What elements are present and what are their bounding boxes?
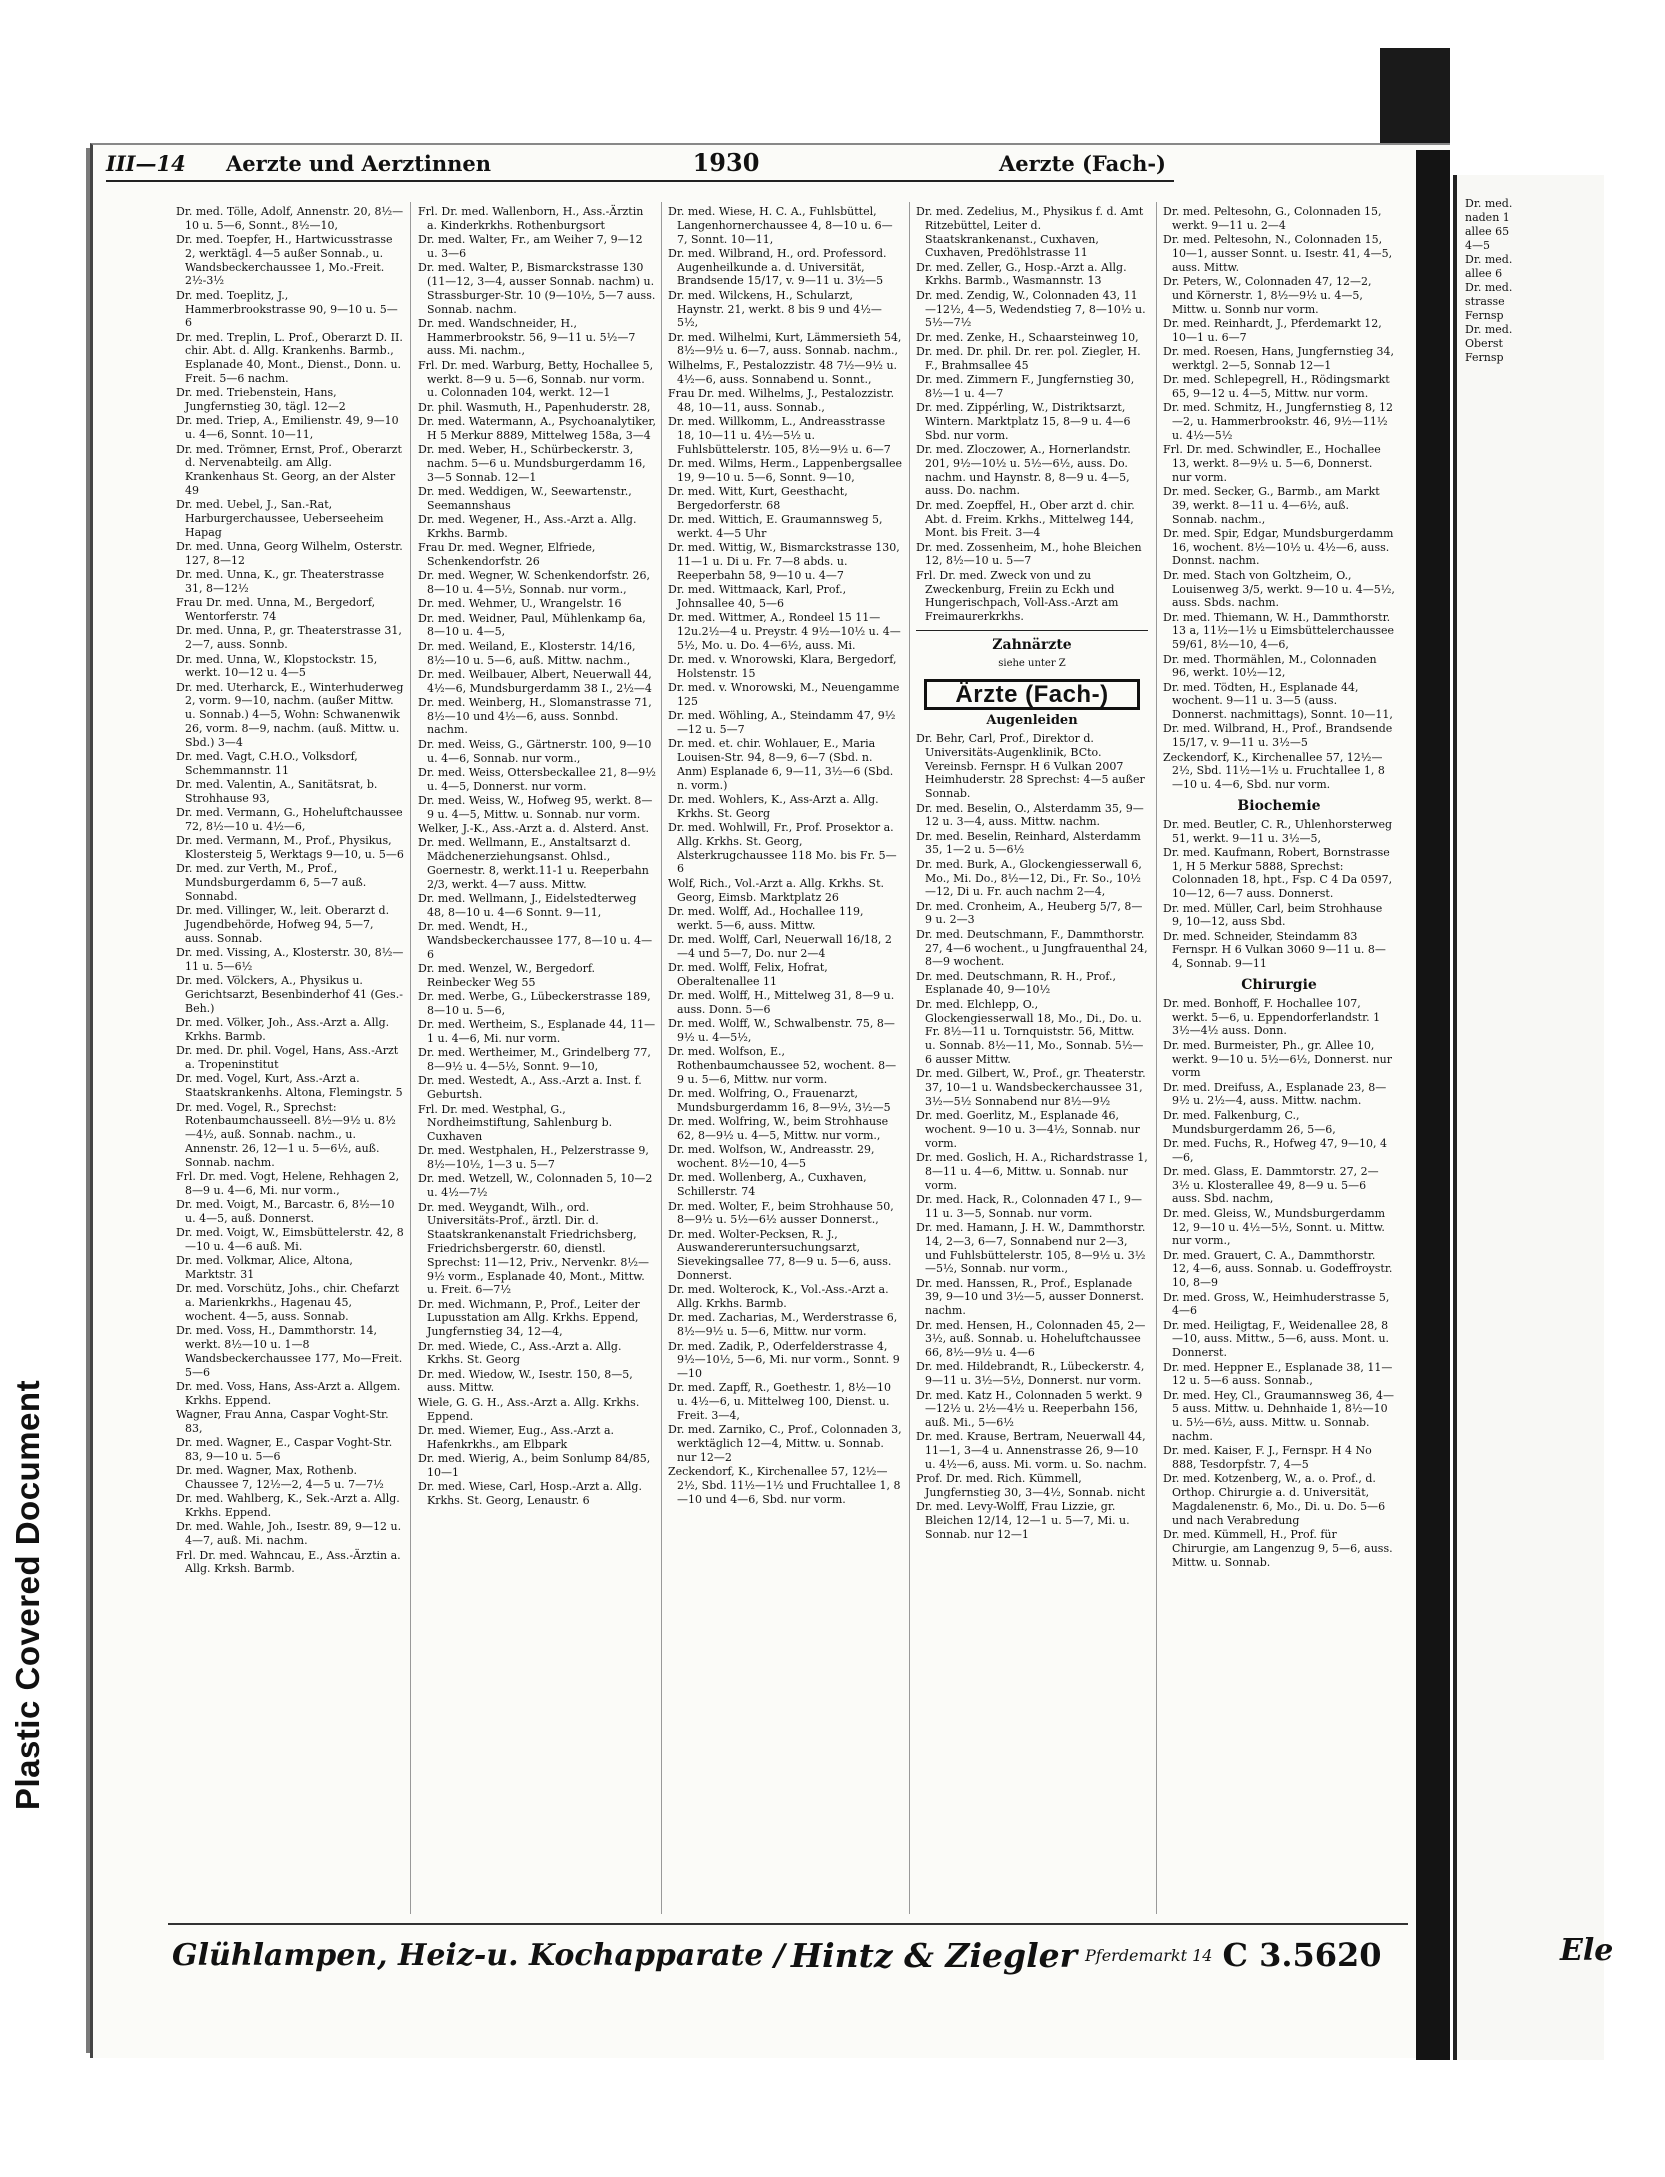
- directory-entry: Dr. med. Wöhling, A., Steindamm 47, 9½—12 u. 5—7: [668, 709, 896, 736]
- directory-entry: Dr. Peters, W., Colonnaden 47, 12—2, und Körnerstr. 1, 8½—9½ u. 4—5, Mittw. u. Sonnb nur vorm.: [1163, 274, 1372, 316]
- directory-entry: Dr. med. Zenke, H., Schaarsteinweg 10,: [916, 330, 1139, 344]
- directory-entry: Dr. med. Weddigen, W., Seewartenstr., Seemannshaus: [418, 484, 632, 512]
- directory-entry: Dr. med. Wetzell, W., Colonnaden 5, 10—2 u. 4½—7½: [418, 1172, 653, 1200]
- augenleiden-heading: Augenleiden: [986, 713, 1078, 729]
- plastic-covered-label: [8, 1335, 48, 1855]
- directory-entry: Dr. med. Wolfson, W., Andreasstr. 29, wochent. 8½—10, 4—5: [668, 1143, 875, 1171]
- directory-entry: Dr. med. Tölle, Adolf, Annenstr. 20, 8½—10 u. 5—6, Sonnt., 8½—10,: [176, 205, 404, 232]
- zahnaerzte-heading: Zahnärzte: [992, 636, 1072, 653]
- directory-entry: Dr. med. Triebenstein, Hans, Jungfernstieg 30, tägl. 12—2: [176, 386, 346, 414]
- directory-entry: Dr. med. Wehmer, U., Wrangelstr. 16: [418, 597, 622, 611]
- directory-entry: Dr. med. Weiss, Ottersbeckallee 21, 8—9½ u. 4—5, Donnerst. nur vorm.: [418, 765, 656, 793]
- directory-entry: Dr. med. Deutschmann, F., Dammthorstr. 27, 4—6 wochent., u Jungfrauenthal 24, 8—9 wochent.: [916, 927, 1148, 969]
- directory-entry: Dr. med. Goerlitz, M., Esplanade 46, wochent. 9—10 u. 3—4½, Sonnab. nur vorm.: [916, 1109, 1140, 1150]
- directory-entry: Dr. med. Wolff, H., Mittelweg 31, 8—9 u. auss. Donn. 5—6: [668, 989, 895, 1016]
- directory-entry: Dr. med. Hack, R., Colonnaden 47 I., 9—11 u. 3—5, Sonnab. nur vorm.: [916, 1192, 1142, 1220]
- directory-entry: Dr. med. Hanssen, R., Prof., Esplanade 39, 9—10 und 3½—5, ausser Donnerst. nachm.: [916, 1276, 1144, 1318]
- directory-entry: Wilhelms, F., Pestalozzistr. 48 7½—9½ u. 4½—6, auss. Sonnabend u. Sonnt.,: [668, 358, 898, 386]
- directory-entry: Dr. med. Zossenheim, M., hohe Bleichen 12, 8½—10 u. 5—7: [916, 540, 1142, 568]
- directory-entry: Dr. med. Werbe, G., Lübeckerstrasse 189, 8—10 u. 5—6,: [418, 990, 651, 1017]
- directory-entry: Dr. med. Wagner, E., Caspar Voght-Str. 83, 9—10 u. 5—6: [176, 1436, 393, 1463]
- directory-entry: Dr. med. Wittmer, A., Rondeel 15 11—12u.2½—4 u. Preystr. 4 9½—10½ u. 4—5½, Mo. u. Do. 4—6½, auss. Mi.: [668, 611, 901, 652]
- next-page-ad-fragment: Ele: [1560, 1933, 1614, 1968]
- next-page-line: allee 6: [1465, 267, 1503, 280]
- directory-entry: Dr. med. Voss, H., Dammthorstr. 14, werkt. 8½—10 u. 1—8 Wandsbeckerchaussee 177, Mo—Freit. 5—6: [176, 1324, 403, 1379]
- directory-entry: Dr. med. Voigt, M., Barcastr. 6, 8½—10 u. 4—5, auß. Donnerst.: [176, 1198, 395, 1225]
- ad-phone: C 3.5620: [1222, 1936, 1382, 1974]
- directory-entry: Dr. med. Willkomm, L., Andreasstrasse 18, 10—11 u. 4½—5½ u. Fuhlsbüttelerstr. 105, 8½—9½ u. 6—7: [668, 414, 891, 456]
- directory-entry: Dr. med. Peltesohn, N., Colonnaden 15, 10—1, ausser Sonnt. u. Isestr. 41, 4—5, auss. Mittw.: [1163, 233, 1393, 274]
- directory-entry: Dr. med. Wilhelmi, Kurt, Lämmersieth 54, 8½—9½ u. 6—7, auss. Sonnab. nachm.,: [668, 330, 902, 358]
- directory-entry: Dr. med. Westphalen, H., Pelzerstrasse 9, 8½—10½, 1—3 u. 5—7: [418, 1144, 649, 1172]
- directory-entry: Dr. med. Gilbert, W., Prof., gr. Theaterstr. 37, 10—1 u. Wandsbeckerchaussee 31, 3½—5½ Sonnabend nur 8½—9½: [916, 1067, 1146, 1108]
- zahnaerzte-note: siehe unter Z: [998, 657, 1066, 669]
- directory-entry: Dr. med. Wolfson, E., Rothenbaumchaussee 52, wochent. 8—9 u. 5—6, Mittw. nur vorm.: [668, 1045, 897, 1086]
- directory-entry: Dr. med. Wegner, W. Schenkendorfstr. 26, 8—10 u. 4—5½, Sonnab. nur vorm.,: [418, 569, 651, 597]
- directory-entry: Dr. med. Roesen, Hans, Jungfernstieg 34, werktgl. 2—5, Sonnab 12—1: [1163, 344, 1395, 372]
- directory-entry: Dr. med. Wendt, H., Wandsbeckerchaussee 177, 8—10 u. 4—6: [418, 920, 653, 961]
- directory-entry: Dr. med. Weiss, W., Hofweg 95, werkt. 8—9 u. 4—5, Mittw. u. Sonnab. nur vorm.: [418, 793, 653, 821]
- directory-entry: Dr. med. v. Wnorowski, M., Neuengamme 125: [668, 681, 900, 708]
- directory-entry: Dr. med. Wittmaack, Karl, Prof., Johnsallee 40, 5—6: [668, 583, 847, 610]
- directory-entry: Dr. med. Weber, H., Schürbeckerstr. 3, nachm. 5—6 u. Mundsburgerdamm 16, 3—5 Sonnab. 12—1: [418, 443, 646, 484]
- directory-entry: Dr. med. Zeller, G., Hosp.-Arzt a. Allg. Krkhs. Barmb., Wasmannstr. 13: [916, 260, 1127, 288]
- directory-entry: Dr. med. Wahle, Joh., Isestr. 89, 9—12 u. 4—7, auß. Mi. nachm.: [176, 1520, 402, 1548]
- next-page-line: Fernsp: [1465, 309, 1504, 322]
- directory-entry: Dr. med. Trömner, Ernst, Prof., Oberarzt d. Nervenabteilg. am Allg. Krankenhaus St. Georg, an der Alster 49: [176, 442, 402, 497]
- directory-entry: Dr. med. Vagt, C.H.O., Volksdorf, Schemmannstr. 11: [176, 750, 358, 777]
- directory-entry: Prof. Dr. med. Rich. Kümmell, Jungfernstieg 30, 3—4½, Sonnab. nicht: [916, 1472, 1146, 1500]
- directory-entry: Dr. med. Weilbauer, Albert, Neuerwall 44, 4½—6, Mundsburgerdamm 38 I., 2½—4: [418, 667, 652, 695]
- directory-entry: Dr. med. Kaufmann, Robert, Bornstrasse 1, H 5 Merkur 5888, Sprechst: Colonnaden 18, hpt., Fsp. C 4 Da 0597, 10—12, 6—7 auss. Donnerst.: [1163, 845, 1393, 901]
- directory-entry: Dr. med. Grauert, C. A., Dammthorstr. 12, 4—6, auss. Sonnab. u. Godeffroystr. 10, 8—9: [1163, 1248, 1393, 1290]
- next-page-line: Dr. med.: [1465, 253, 1513, 266]
- page-header: [106, 148, 1168, 178]
- directory-entry: Dr. med. Toepfer, H., Hartwicusstrasse 2, werktägl. 4—5 außer Sonnab., u. Wandsbeckerchaussee 1, Mo.-Freit. 2½-3½: [176, 233, 393, 288]
- column-rule: [909, 202, 910, 1914]
- directory-entry: Dr. med. Wolter-Pecksen, R. J., Auswandereruntersuchungsarzt, Sievekingsallee 77, 8—9 u. 5—6, auss. Donnerst.: [668, 1227, 892, 1283]
- directory-entry: Dr. med. Zippérling, W., Distriktsarzt, Wintern. Marktplatz 15, 8—9 u. 4—6 Sbd. nur vorm.: [916, 401, 1131, 442]
- directory-entry: Dr. med. Walter, Fr., am Weiher 7, 9—12 u. 3—6: [418, 233, 643, 260]
- directory-entry: Dr. med. Wierig, A., beim Sonlump 84/85, 10—1: [418, 1451, 651, 1479]
- directory-entry: Dr. med. Zloczower, A., Hornerlandstr. 201, 9½—10½ u. 5½—6½, auss. Do. nachm. und Haynstr. 8, 8—9 u. 4—5, auss. Do. nachm.: [916, 443, 1131, 498]
- directory-entry: Dr. med. Voigt, W., Eimsbüttelerstr. 42, 8—10 u. 4—6 auß. Mi.: [176, 1226, 404, 1253]
- directory-entry: Dr. med. Unna, K., gr. Theaterstrasse 31, 8—12½: [176, 568, 384, 596]
- directory-entry: Dr. med. Bonhoff, F. Hochallee 107, werkt. 5—6, u. Eppendorferlandstr. 1 3½—4½ auss. Donn.: [1163, 996, 1381, 1038]
- directory-entry: Dr. med. Wittich, E. Graumannsweg 5, werkt. 4—5 Uhr: [668, 513, 883, 540]
- directory-entry: Dr. med. Wellmann, E., Anstaltsarzt d. Mädchenerziehungsanst. Ohlsd., Goernestr. 8, werkt.11-1 u. Reeperbahn 2/3, werkt. 4—7 auss. Mittw.: [418, 836, 649, 891]
- directory-entry: Dr. med. Westedt, A., Ass.-Arzt a. Inst. f. Geburtsh.: [418, 1074, 642, 1102]
- sidebar-label-text: Plastic Covered Document: [9, 1379, 46, 1811]
- directory-entry: Dr. med. Dr. phil. Vogel, Hans, Ass.-Arzt a. Tropeninstitut: [176, 1044, 399, 1072]
- directory-entry: Dr. med. Thormählen, M., Colonnaden 96, werkt. 10½—12,: [1163, 652, 1377, 680]
- directory-entry: Welker, J.-K., Ass.-Arzt a. d. Alsterd. Anst.: [418, 822, 649, 836]
- column-4: [916, 205, 1148, 1917]
- directory-entry: Dr. med. Glass, E. Dammtorstr. 27, 2—3½ u. Klosterallee 49, 8—9 u. 5—6 auss. Sbd. nachm,: [1163, 1164, 1379, 1206]
- directory-entry: Dr. med. Beutler, C. R., Uhlenhorsterweg 51, werkt. 9—11 u. 3½—5,: [1163, 817, 1393, 845]
- directory-entry: Dr. med. Vermann, M., Prof., Physikus, Klostersteig 5, Werktags 9—10, u. 5—6: [176, 834, 404, 862]
- directory-entry: Dr. med. Wilckens, H., Schularzt, Haynstr. 21, werkt. 8 bis 9 und 4½—5½,: [668, 288, 882, 330]
- directory-entry: Frl. Dr. med. Schwindler, E., Hochallee 13, werkt. 8—9½ u. 5—6, Donnerst. nur vorm.: [1163, 443, 1381, 484]
- directory-entry: Dr. med. Villinger, W., leit. Oberarzt d. Jugendbehörde, Hofweg 94, 5—7, auss. Sonnab.: [176, 904, 390, 945]
- column-2: [418, 205, 656, 1917]
- directory-entry: Dr. med. Unna, W., Klopstockstr. 15, werkt. 10—12 u. 4—5: [176, 652, 378, 680]
- directory-entry: Dr. med. Gross, W., Heimhuderstrasse 5, 4—6: [1163, 1290, 1390, 1318]
- directory-entry: Dr. med. Zedelius, M., Physikus f. d. Amt Ritzebüttel, Leiter d. Staatskrankenanst., Cuxhaven, Cuxhaven, Predöhlstrasse 11: [916, 205, 1144, 260]
- directory-entry: Dr. med. Katz H., Colonnaden 5 werkt. 9—12½ u. 2½—4½ u. Reeperbahn 156, auß. Mi., 5—6½: [916, 1388, 1143, 1430]
- directory-entry: Dr. med. Völker, Joh., Ass.-Arzt a. Allg. Krkhs. Barmb.: [176, 1016, 390, 1044]
- directory-entry: Dr. med. Wertheimer, M., Grindelberg 77, 8—9½ u. 4—5½, Sonnt. 9—10,: [418, 1046, 651, 1074]
- directory-entry: Dr. med. Hey, Cl., Graumannsweg 36, 4—5 auss. Mittw. u. Dehnhaide 1, 8½—10 u. 5½—6½, auss. Mittw. u. Sonnab. nachm.: [1163, 1388, 1395, 1444]
- directory-entry: Dr. med. Wiedow, W., Isestr. 150, 8—5, auss. Mittw.: [418, 1367, 633, 1395]
- directory-entry: Dr. med. Wolterock, K., Vol.-Ass.-Arzt a. Allg. Krkhs. Barmb.: [668, 1283, 889, 1311]
- directory-entry: Dr. med. Heiligtag, F., Weidenallee 28, 8—10, auss. Mittw., 5—6, auss. Mont. u. Donnerst.: [1163, 1318, 1390, 1360]
- directory-entry: Dr. med. Elchlepp, O., Glockengiesserwall 18, Mo., Di., Do. u. Fr. 8½—11 u. Tornquiststr. 56, Mittw. u. Sonnab. 8½—11, Mo., Sonnab. 5½—6 ausser Mittw.: [916, 997, 1144, 1066]
- directory-entry: Dr. med. Wertheim, S., Esplanade 44, 11—1 u. 4—6, Mi. nur vorm.: [418, 1018, 656, 1046]
- directory-entry: Dr. Behr, Carl, Prof., Direktor d. Universitäts-Augenklinik, BCto. Vereinsb. Fernspr. H 6 Vulkan 2007 Heimhuderstr. 28 Sprechst: 4—5 außer Sonnab.: [916, 732, 1145, 801]
- directory-entry: Wagner, Frau Anna, Caspar Voght-Str. 83,: [176, 1408, 389, 1435]
- next-page-line: Fernsp: [1465, 351, 1504, 364]
- directory-entry: Dr. med. Wiede, C., Ass.-Arzt a. Allg. Krkhs. St. Georg: [418, 1339, 622, 1367]
- directory-entry: Dr. med. Vermann, G., Hoheluftchaussee 72, 8½—10 u. 4½—6,: [176, 806, 403, 834]
- directory-entry: Dr. med. Wittig, W., Bismarckstrasse 130, 11—1 u. Di u. Fr. 7—8 abds. u. Reeperbahn 58, 9—10 u. 4—7: [668, 541, 900, 582]
- directory-entry: Frl. Dr. med. Vogt, Helene, Rehhagen 2, 8—9 u. 4—6, Mi. nur vorm.,: [176, 1169, 400, 1197]
- directory-entry: Dr. med. Volkmar, Alice, Altona, Marktstr. 31: [176, 1254, 353, 1282]
- directory-entry: Dr. med. Wichmann, P., Prof., Leiter der Lupusstation am Allg. Krkhs. Eppend, Jungfernstieg 34, 12—4,: [418, 1297, 640, 1339]
- directory-entry: Dr. med. Stach von Goltzheim, O., Louisenweg 3/5, werkt. 9—10 u. 4—5½, auss. Sbds. nachm.: [1163, 568, 1395, 610]
- directory-entry: Frl. Dr. med. Warburg, Betty, Hochallee 5, werkt. 8—9 u. 5—6, Sonnab. nur vorm. u. Colonnaden 104, werkt. 12—1: [418, 358, 654, 400]
- directory-entry: Dr. med. Wolfring, O., Frauenarzt, Mundsburgerdamm 16, 8—9½, 3½—5: [668, 1087, 891, 1114]
- directory-entry: Dr. med. Wolfring, W., beim Strohhause 62, 8—9½ u. 4—5, Mittw. nur vorm.,: [668, 1115, 889, 1143]
- directory-entry: Dr. med. Zarniko, C., Prof., Colonnaden 3, werktäglich 12—4, Mittw. u. Sonnab. nur 12—2: [668, 1423, 902, 1464]
- directory-entry: Frau Dr. med. Wegner, Elfriede, Schenkendorfstr. 26: [418, 541, 596, 568]
- next-page-line: naden 1: [1465, 211, 1510, 224]
- directory-entry: Dr. med. Unna, Georg Wilhelm, Osterstr. 127, 8—12: [176, 540, 403, 567]
- directory-entry: Dr. med. Wollenberg, A., Cuxhaven, Schillerstr. 74: [668, 1171, 867, 1199]
- column-rule: [1156, 202, 1157, 1914]
- directory-entry: Dr. med. Deutschmann, R. H., Prof., Esplanade 40, 9—10½: [916, 969, 1117, 997]
- directory-entry: Dr. phil. Wasmuth, H., Papenhuderstr. 28,: [418, 400, 651, 414]
- directory-entry: Dr. med. Peltesohn, G., Colonnaden 15, werkt. 9—11 u. 2—4: [1163, 205, 1382, 232]
- directory-entry: Dr. med. Uterharck, E., Winterhuderweg 2, vorm. 9—10, nachm. (außer Mittw. u. Sonnab.) 4—5, Wohn: Schwanenwik 26, vorm. 8—9, nachm. (auß. Mittw. u. Sbd.) 3—4: [176, 680, 404, 749]
- directory-entry: Dr. med. Vissing, A., Klosterstr. 30, 8½—11 u. 5—6½: [176, 946, 404, 974]
- ad-rule: [168, 1923, 1408, 1925]
- directory-entry: Dr. med. Wiese, H. C. A., Fuhlsbüttel, Langenhornerchaussee 4, 8—10 u. 6—7, Sonnt. 10—11,: [668, 205, 893, 246]
- directory-entry: Dr. med. Müller, Carl, beim Strohhause 9, 10—12, auss Sbd.: [1163, 901, 1383, 929]
- directory-entry: Dr. med. Kaiser, F. J., Fernspr. H 4 No 888, Tesdorpfstr. 7, 4—5: [1163, 1444, 1372, 1472]
- directory-entry: Dr. med. Watermann, A., Psychoanalytiker, H 5 Merkur 8889, Mittelweg 158a, 3—4: [418, 414, 656, 442]
- directory-entry: Dr. med. Walter, P., Bismarckstrasse 130 (11—12, 3—4, ausser Sonnab. nachm) u. Strassburger-Str. 10 (9—10½, 5—7 auss. Sonnab. nachm.: [418, 261, 656, 316]
- directory-entry: Dr. med. et. chir. Wohlauer, E., Maria Louisen-Str. 94, 8—9, 6—7 (Sbd. n. Anm) Esplanade 6, 9—11, 3½—6 (Sbd. n. vorm.): [668, 737, 894, 792]
- col4-entries-b: [916, 732, 1148, 1542]
- directory-entry: Dr. med. Zacharias, M., Werderstrasse 6, 8½—9½ u. 5—6, Mittw. nur vorm.: [668, 1311, 898, 1339]
- directory-entry: Dr. med. Reinhardt, J., Pferdemarkt 12, 10—1 u. 6—7: [1163, 316, 1382, 344]
- directory-entry: Dr. med. Wolff, Ad., Hochallee 119, werkt. 5—6, auss. Mittw.: [668, 904, 864, 932]
- directory-entry: Dr. med. Wagner, Max, Rothenb. Chaussee 7, 12½—2, 4—5 u. 7—7½: [176, 1464, 384, 1492]
- next-page-line: allee 65: [1465, 225, 1510, 238]
- column-5: [1163, 205, 1395, 1917]
- header-left-title: Aerzte und Aerztinnen: [226, 151, 492, 176]
- directory-entry: Frl. Dr. med. Westphal, G., Nordheimstiftung, Sahlenburg b. Cuxhaven: [418, 1102, 613, 1144]
- directory-entry: Dr. med. Wolff, Carl, Neuerwall 16/18, 2—4 und 5—7, Do. nur 2—4: [668, 932, 892, 960]
- directory-entry: Frl. Dr. med. Wallenborn, H., Ass.-Ärztin a. Kinderkrkhs. Rothenburgsort: [418, 205, 644, 232]
- ad-text: Glühlampen, Heiz-u. Kochapparate /: [172, 1937, 785, 1973]
- next-page-line: Oberst: [1465, 337, 1503, 350]
- next-page-edge: [1453, 175, 1604, 2060]
- col5-entries-b: [1163, 818, 1395, 971]
- directory-entry: Zeckendorf, K., Kirchenallee 57, 12½—2½, Sbd. 11½—1½ und Fruchtallee 1, 8—10 und 4—6, Sbd. nur vorm.: [668, 1465, 901, 1506]
- directory-entry: Dr. med. Zendig, W., Colonnaden 43, 11—12½, 4—5, Wedendstieg 7, 8—10½ u. 5½—7½: [916, 288, 1146, 330]
- directory-entry: Dr. med. Wilbrand, H., ord. Professord. Augenheilkunde a. d. Universität, Brandsende 15/17, v. 9—11 u. 3½—5: [668, 246, 887, 288]
- directory-entry: Dr. med. Kümmell, H., Prof. für Chirurgie, am Langenzug 9, 5—6, auss. Mittw. u. Sonnab.: [1163, 1528, 1393, 1569]
- directory-entry: Dr. med. Hildebrandt, R., Lübeckerstr. 4, 9—11 u. 3½—5½, Donnerst. nur vorm.: [916, 1360, 1145, 1388]
- directory-entry: Dr. med. Weiss, G., Gärtnerstr. 100, 9—10 u. 4—6, Sonnab. nur vorm.,: [418, 737, 652, 765]
- directory-entry: Dr. med. Falkenburg, C., Mundsburgerdamm 26, 5—6,: [1163, 1108, 1336, 1136]
- directory-entry: Dr. med. Zoepffel, H., Ober arzt d. chir. Abt. d. Freim. Krkhs., Mittelweg 144, Mont. bis Freit. 3—4: [916, 498, 1135, 540]
- directory-entry: Dr. med. Schneider, Steindamm 83 Fernspr. H 6 Vulkan 3060 9—11 u. 8—4, Sonnab. 9—11: [1163, 929, 1386, 971]
- directory-entry: Dr. med. Unna, P., gr. Theaterstrasse 31, 2—7, auss. Sonnb.: [176, 624, 402, 652]
- directory-entry: Dr. med. Vogel, Kurt, Ass.-Arzt a. Staatskrankenhs. Altona, Flemingstr. 5: [176, 1072, 403, 1100]
- directory-entry: Dr. med. Völckers, A., Physikus u. Gerichtsarzt, Besenbinderhof 41 (Ges.-Beh.): [176, 974, 403, 1015]
- directory-entry: Dr. med. Wellmann, J., Eidelstedterweg 48, 8—10 u. 4—6 Sonnt. 9—11,: [418, 892, 637, 919]
- header-rule: [106, 180, 1174, 182]
- directory-entry: Dr. med. Thiemann, W. H., Dammthorstr. 13 a, 11½—1½ u Eimsbüttelerchaussee 59/61, 8½—10, 4—6,: [1163, 610, 1395, 652]
- directory-entry: Dr. med. Wiemer, Eug., Ass.-Arzt a. Hafenkrkhs., am Elbpark: [418, 1423, 615, 1451]
- directory-entry: Dr. med. Wilms, Herm., Lappenbergsallee 19, 9—10 u. 5—6, Sonnt. 9—10,: [668, 456, 902, 484]
- directory-entry: Dr. med. Wilbrand, H., Prof., Brandsende 15/17, v. 9—11 u. 3½—5: [1163, 722, 1393, 750]
- directory-entry: Dr. med. Weiland, E., Klosterstr. 14/16, 8½—10 u. 5—6, auß. Mittw. nachm.,: [418, 639, 636, 667]
- header-year: 1930: [692, 148, 760, 177]
- directory-entry: Dr. med. Witt, Kurt, Geesthacht, Bergedorferstr. 68: [668, 484, 848, 512]
- directory-entry: Dr. med. Hamann, J. H. W., Dammthorstr. 14, 2—3, 6—7, Sonnabend nur 2—3, und Fuhlsbüttelerstr. 105, 8—9½ u. 3½—5½, Sonnab. nur vorm.,: [916, 1220, 1146, 1276]
- directory-entry: Dr. med. Secker, G., Barmb., am Markt 39, werkt. 8—11 u. 4—6½, auß. Sonnab. nachm.,: [1163, 484, 1380, 526]
- column-rule: [410, 202, 411, 1914]
- directory-entry: Dr. med. Wegener, H., Ass.-Arzt a. Allg. Krkhs. Barmb.: [418, 513, 637, 540]
- col4-entries-a: [916, 205, 1148, 624]
- next-page-line: Dr. med.: [1465, 281, 1513, 294]
- directory-entry: Dr. med. Zadik, P., Oderfelderstrasse 4, 9½—10½, 5—6, Mi. nur vorm., Sonnt. 9—10: [668, 1339, 900, 1381]
- header-right-title: Aerzte (Fach-): [998, 151, 1166, 176]
- directory-entry: Dr. med. Weinberg, H., Slomanstrasse 71, 8½—10 und 4½—6, auss. Sonnbd. nachm.: [418, 695, 652, 737]
- directory-entry: Dr. med. Zapff, R., Goethestr. 1, 8½—10 u. 4½—6, u. Mittelweg 100, Dienst. u. Freit. 3—4,: [668, 1381, 891, 1423]
- ad-address: Pferdemarkt 14: [1085, 1945, 1213, 1965]
- directory-entry: Dr. med. Schmitz, H., Jungfernstieg 8, 12—2, u. Hammerbrookstr. 46, 9½—11½ u. 4½—5½: [1163, 401, 1394, 442]
- ad-banner: [172, 1932, 1412, 1978]
- directory-entry: Dr. med. Vogel, R., Sprechst: Rotenbaumchausseell. 8½—9½ u. 8½—4½, auß. Sonnab. nachm., u. Annenstr. 26, 12—1 u. 5—6½, auß. Sonnab. nachm.: [176, 1100, 396, 1169]
- directory-entry: Dr. med. Beselin, O., Alsterdamm 35, 9—12 u. 3—4, auss. Mittw. nachm.: [916, 801, 1144, 829]
- directory-entry: Dr. med. Wolff, W., Schwalbenstr. 75, 8—9½ u. 4—5½,: [668, 1017, 895, 1045]
- directory-entry: Dr. med. Beselin, Reinhard, Alsterdamm 35, 1—2 u. 5—6½: [916, 829, 1141, 857]
- directory-entry: Dr. med. Triep, A., Emilienstr. 49, 9—10 u. 4—6, Sonnt. 10—11,: [176, 414, 399, 442]
- column-3: [668, 205, 902, 1917]
- biochemie-heading: Biochemie: [1237, 797, 1321, 814]
- next-page-text: [1465, 197, 1665, 365]
- directory-entry: Dr. med. Dr. phil. Dr. rer. pol. Ziegler, H. F., Brahmsallee 45: [916, 344, 1141, 372]
- directory-entry: Dr. med. Wolter, F., beim Strohhause 50, 8—9½ u. 5½—6½ ausser Donnerst.,: [668, 1199, 894, 1227]
- directory-entry: Frl. Dr. med. Zweck von und zu Zweckenburg, Freiin zu Eckh und Hungerischpach, Voll-Ass.-Arzt am Freimaurerkrkhs.: [916, 568, 1119, 624]
- directory-entry: Dr. med. Wolff, Felix, Hofrat, Oberaltenallee 11: [668, 961, 828, 988]
- directory-entry: Dr. med. Burmeister, Ph., gr. Allee 10, werkt. 9—10 u. 5½—6½, Donnerst. nur vorm: [1163, 1038, 1393, 1080]
- directory-entry: Dr. med. Vorschütz, Johs., chir. Chefarzt a. Marienkrkhs., Hagenau 45, wochent. 4—5, auss. Sonnab.: [176, 1282, 400, 1323]
- directory-entry: Dr. med. Hensen, H., Colonnaden 45, 2—3½, auß. Sonnab. u. Hoheluftchaussee 66, 8½—9½ u. 4—6: [916, 1318, 1146, 1360]
- directory-entry: Dr. med. Wandschneider, H., Hammerbrookstr. 56, 9—11 u. 5½—7 auss. Mi. nachm.,: [418, 316, 636, 358]
- directory-entry: Dr. med. Goslich, H. A., Richardstrasse 1, 8—11 u. 4—6, Mittw. u. Sonnab. nur vorm.: [916, 1151, 1148, 1192]
- next-page-line: Dr. med.: [1465, 197, 1513, 210]
- directory-entry: Dr. med. Spir, Edgar, Mundsburgerdamm 16, wochent. 8½—10½ u. 4½—6, auss. Donnst. nachm.: [1163, 526, 1394, 568]
- aerzte-fach-heading: Ärzte (Fach-): [924, 679, 1140, 711]
- directory-entry: Dr. med. Wenzel, W., Bergedorf. Reinbecker Weg 55: [418, 962, 596, 989]
- directory-entry: Dr. med. Fuchs, R., Hofweg 47, 9—10, 4—6,: [1163, 1136, 1387, 1164]
- directory-entry: Dr. med. Tödten, H., Esplanade 44, wochent. 9—11 u. 3—5 (auss. Donnerst. nachmittags), Sonnt. 10—11,: [1163, 680, 1393, 722]
- directory-entry: Dr. med. Toeplitz, J., Hammerbrookstrasse 90, 9—10 u. 5—6: [176, 288, 398, 330]
- directory-entry: Dr. med. Kotzenberg, W., a. o. Prof., d. Orthop. Chirurgie a. d. Universität, Magdalenenstr. 6, Mo., Di. u. Do. 5—6 und nach Verabredung: [1163, 1472, 1386, 1527]
- next-page-line: strasse: [1465, 295, 1505, 308]
- directory-entry: Dr. med. Cronheim, A., Heuberg 5/7, 8—9 u. 2—3: [916, 899, 1143, 927]
- directory-entry: Dr. med. Voss, Hans, Ass-Arzt a. Allgem. Krkhs. Eppend.: [176, 1379, 401, 1407]
- directory-entry: Dr. med. Weidner, Paul, Mühlenkamp 6a, 8—10 u. 4—5,: [418, 611, 646, 639]
- directory-entry: Dr. med. Treplin, L. Prof., Oberarzt D. II. chir. Abt. d. Allg. Krankenhs. Barmb., Esplanade 40, Mont., Dienst., Donn. u. Freit. 5—6 nachm.: [176, 330, 403, 386]
- directory-entry: Dr. med. Wiese, Carl, Hosp.-Arzt a. Allg. Krkhs. St. Georg, Lenaustr. 6: [418, 1480, 642, 1507]
- binding-shadow: [1416, 150, 1450, 2060]
- directory-entry: Frau Dr. med. Wilhelms, J., Pestalozzistr. 48, 10—11, auss. Sonnab.,: [668, 386, 895, 414]
- directory-entry: Dr. med. Wahlberg, K., Sek.-Arzt a. Allg. Krkhs. Eppend.: [176, 1492, 400, 1520]
- directory-entry: Dr. med. Gleiss, W., Mundsburgerdamm 12, 9—10 u. 4½—5½, Sonnt. u. Mittw. nur vorm.,: [1163, 1206, 1386, 1248]
- ad-brand: Hintz & Ziegler: [790, 1935, 1077, 1975]
- directory-entry: Wiele, G. G. H., Ass.-Arzt a. Allg. Krkhs. Eppend.: [418, 1395, 640, 1423]
- next-page-line: 4—5: [1465, 239, 1490, 252]
- directory-entry: Dr. med. zur Verth, M., Prof., Mundsburgerdamm 6, 5—7 auß. Sonnabd.: [176, 862, 367, 904]
- column-rule: [661, 202, 662, 1914]
- col5-entries-c: [1163, 997, 1395, 1570]
- chirurgie-heading: Chirurgie: [1241, 977, 1317, 994]
- directory-entry: Dr. med. Wohlers, K., Ass-Arzt a. Allg. Krkhs. St. Georg: [668, 792, 879, 820]
- column-1: [176, 205, 404, 1917]
- directory-entry: Dr. med. Wohlwill, Fr., Prof. Prosektor a. Allg. Krkhs. St. Georg, Alsterkrugchaussee 118 Mo. bis Fr. 5—6: [668, 821, 897, 876]
- directory-entry: Dr. med. Zimmern F., Jungfernstieg 30, 8½—1 u. 4—7: [916, 373, 1135, 400]
- next-page-line: Dr. med.: [1465, 323, 1513, 336]
- directory-entry: Frl. Dr. med. Wahncau, E., Ass.-Ärztin a. Allg. Krksh. Barmb.: [176, 1548, 401, 1576]
- directory-entry: Dr. med. Weygandt, Wilh., ord. Universitäts-Prof., ärztl. Dir. d. Staatskrankenanstalt Friedrichsberg, Friedrichsbergerstr. 60, dienstl. Sprechst: 11—12, Priv., Nervenkr. 8½—9½ vorm., Esplanade 40, Mont., Mittw. u. Freit. 6—7½: [418, 1200, 649, 1297]
- directory-entry: Dr. med. Valentin, A., Sanitätsrat, b. Strohhause 93,: [176, 778, 378, 805]
- directory-entry: Wolf, Rich., Vol.-Arzt a. Allg. Krkhs. St. Georg, Eimsb. Marktplatz 26: [668, 876, 884, 904]
- page-number: III—14: [106, 151, 186, 176]
- directory-entry: Dr. med. Schlepegrell, H., Rödingsmarkt 65, 9—12 u. 4—5, Mittw. nur vorm.: [1163, 373, 1390, 400]
- directory-entry: Frau Dr. med. Unna, M., Bergedorf, Wentorferstr. 74: [176, 596, 376, 624]
- directory-entry: Dr. med. Burk, A., Glockengiesserwall 6, Mo., Mi. Do., 8½—12, Di., Fr. So., 10½—12, Di u. Fr. auch nachm 2—4,: [916, 857, 1142, 899]
- directory-entry: Dr. med. Levy-Wolff, Frau Lizzie, gr. Bleichen 12/14, 12—1 u. 5—7, Mi. u. Sonnab. nur 12—1: [916, 1500, 1130, 1542]
- directory-entry: Dr. med. Dreifuss, A., Esplanade 23, 8—9½ u. 2½—4, auss. Mittw. nachm.: [1163, 1080, 1387, 1108]
- section-rule: [916, 630, 1148, 631]
- directory-entry: Dr. med. v. Wnorowski, Klara, Bergedorf, Holstenstr. 15: [668, 653, 897, 680]
- col5-entries-a: [1163, 205, 1395, 792]
- directory-entry: Dr. med. Heppner E., Esplanade 38, 11—12 u. 5—6 auss. Sonnab.,: [1163, 1360, 1393, 1388]
- directory-entry: Zeckendorf, K., Kirchenallee 57, 12½—2½, Sbd. 11½—1½ u. Fruchtallee 1, 8—10 u. 4—6, Sbd. nur vorm.: [1163, 750, 1385, 792]
- directory-entry: Dr. med. Krause, Bertram, Neuerwall 44, 11—1, 3—4 u. Annenstrasse 26, 9—10 u. 4½—6, auss. Mi. vorm. u. So. nachm.: [916, 1430, 1147, 1472]
- directory-entry: Dr. med. Uebel, J., San.-Rat, Harburgerchaussee, Ueberseeheim Hapag: [176, 498, 384, 539]
